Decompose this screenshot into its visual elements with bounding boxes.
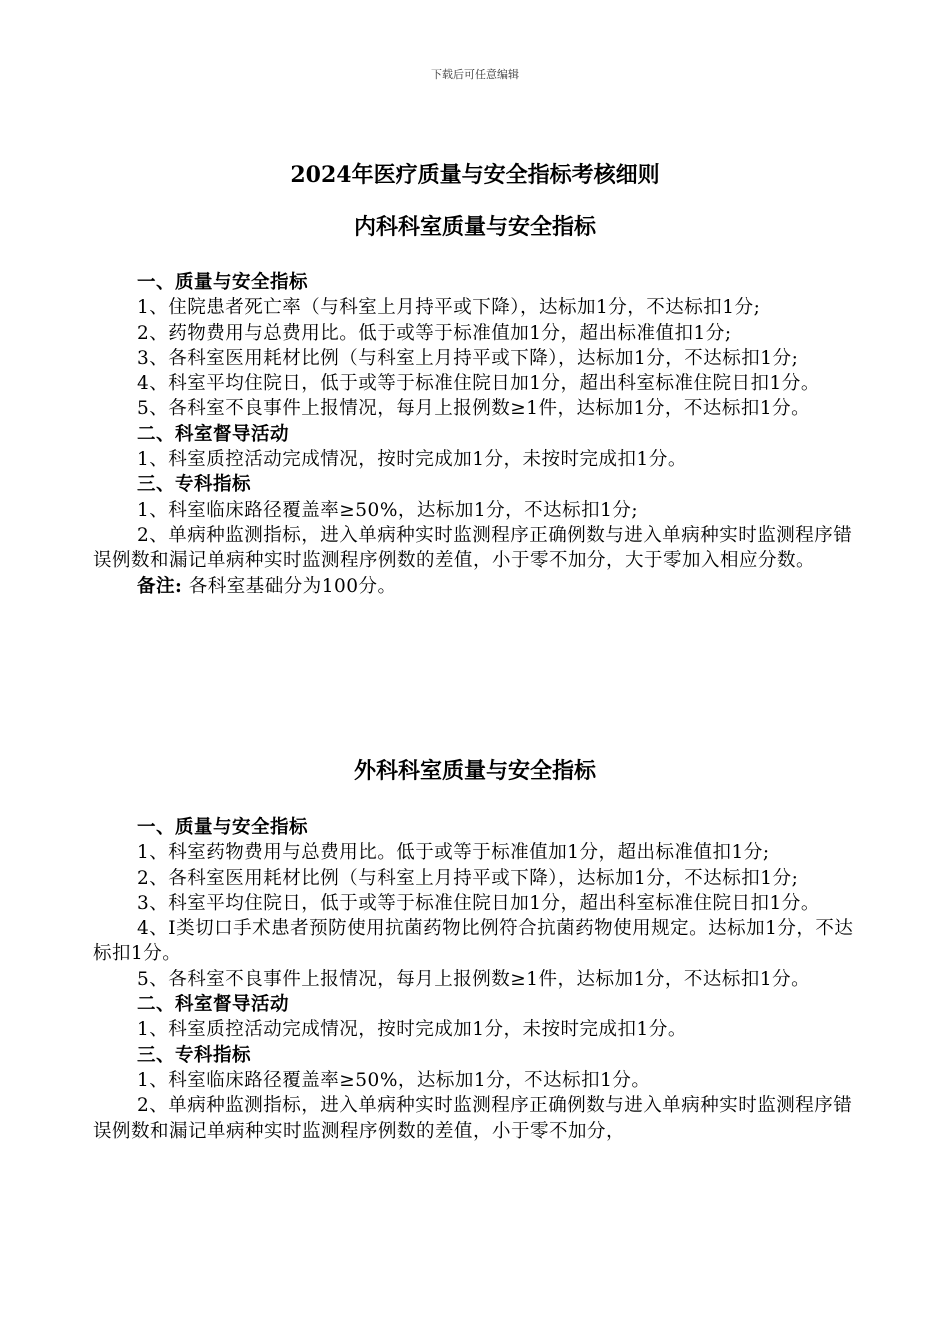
note-label: 备注: (137, 575, 183, 597)
internal-heading-quality: 一、质量与安全指标 (137, 272, 309, 293)
internal-section-body (93, 270, 861, 599)
note-text: 各科室基础分为100分。 (182, 575, 397, 597)
internal-section-title: 内科科室质量与安全指标 (353, 214, 596, 240)
surgical-heading-supervision: 二、科室督导活动 (137, 994, 290, 1016)
internal-item-2: 2、药物费用与总费用比。低于或等于标准值加1分，超出标准值扣1分; (137, 322, 732, 344)
internal-specialty-item-1: 1、科室临床路径覆盖率≥50%，达标加1分，不达标扣1分; (137, 499, 639, 521)
surgical-section-body (93, 815, 861, 1144)
download-note: 下载后可任意编辑 (431, 68, 519, 81)
surgical-specialty-item-1: 1、科室临床路径覆盖率≥50%，达标加1分，不达标扣1分。 (137, 1069, 651, 1091)
internal-supervision-item-1: 1、科室质控活动完成情况，按时完成加1分，未按时完成扣1分。 (137, 449, 687, 471)
surgical-item-4: 4、I类切口手术患者预防使用抗菌药物比例符合抗菌药物使用规定。达标加1分，不达标扣1分。 (93, 918, 854, 965)
surgical-item-3: 3、科室平均住院日，低于或等于标准住院日加1分，超出科室标准住院日扣1分。 (137, 892, 820, 914)
internal-specialty-item-2: 2、单病种监测指标，进入单病种实时监测程序正确例数与进入单病种实时监测程序错误例数和漏记单病种实时监测程序例数的差值，小于零不加分，大于零加入相应分数。 (93, 524, 853, 572)
surgical-section-title: 外科科室质量与安全指标 (353, 758, 596, 784)
internal-item-3: 3、各科室医用耗材比例（与科室上月持平或下降），达标加1分，不达标扣1分; (137, 347, 799, 369)
surgical-supervision-item-1: 1、科室质控活动完成情况，按时完成加1分，未按时完成扣1分。 (137, 1019, 687, 1041)
document-title: 2024年医疗质量与安全指标考核细则 (290, 162, 660, 188)
surgical-item-1: 1、科室药物费用与总费用比。低于或等于标准值加1分，超出标准值扣1分; (137, 842, 770, 864)
internal-item-1: 1、住院患者死亡率（与科室上月持平或下降），达标加1分，不达标扣1分; (137, 297, 761, 319)
surgical-item-2: 2、各科室医用耗材比例（与科室上月持平或下降），达标加1分，不达标扣1分; (137, 867, 799, 889)
internal-heading-specialty: 三、专科指标 (137, 474, 252, 496)
internal-note (93, 574, 861, 599)
surgical-heading-quality: 一、质量与安全指标 (137, 817, 309, 838)
surgical-heading-specialty: 三、专科指标 (137, 1044, 252, 1066)
surgical-specialty-item-2: 2、单病种监测指标，进入单病种实时监测程序正确例数与进入单病种实时监测程序错误例数和漏记单病种实时监测程序例数的差值，小于零不加分， (93, 1095, 853, 1142)
surgical-item-5: 5、各科室不良事件上报情况，每月上报例数≥1件，达标加1分，不达标扣1分。 (137, 968, 811, 990)
internal-item-4: 4、科室平均住院日，低于或等于标准住院日加1分，超出科室标准住院日扣1分。 (137, 373, 820, 395)
internal-item-5: 5、各科室不良事件上报情况，每月上报例数≥1件，达标加1分，不达标扣1分。 (137, 398, 811, 420)
internal-heading-supervision: 二、科室督导活动 (137, 423, 290, 445)
